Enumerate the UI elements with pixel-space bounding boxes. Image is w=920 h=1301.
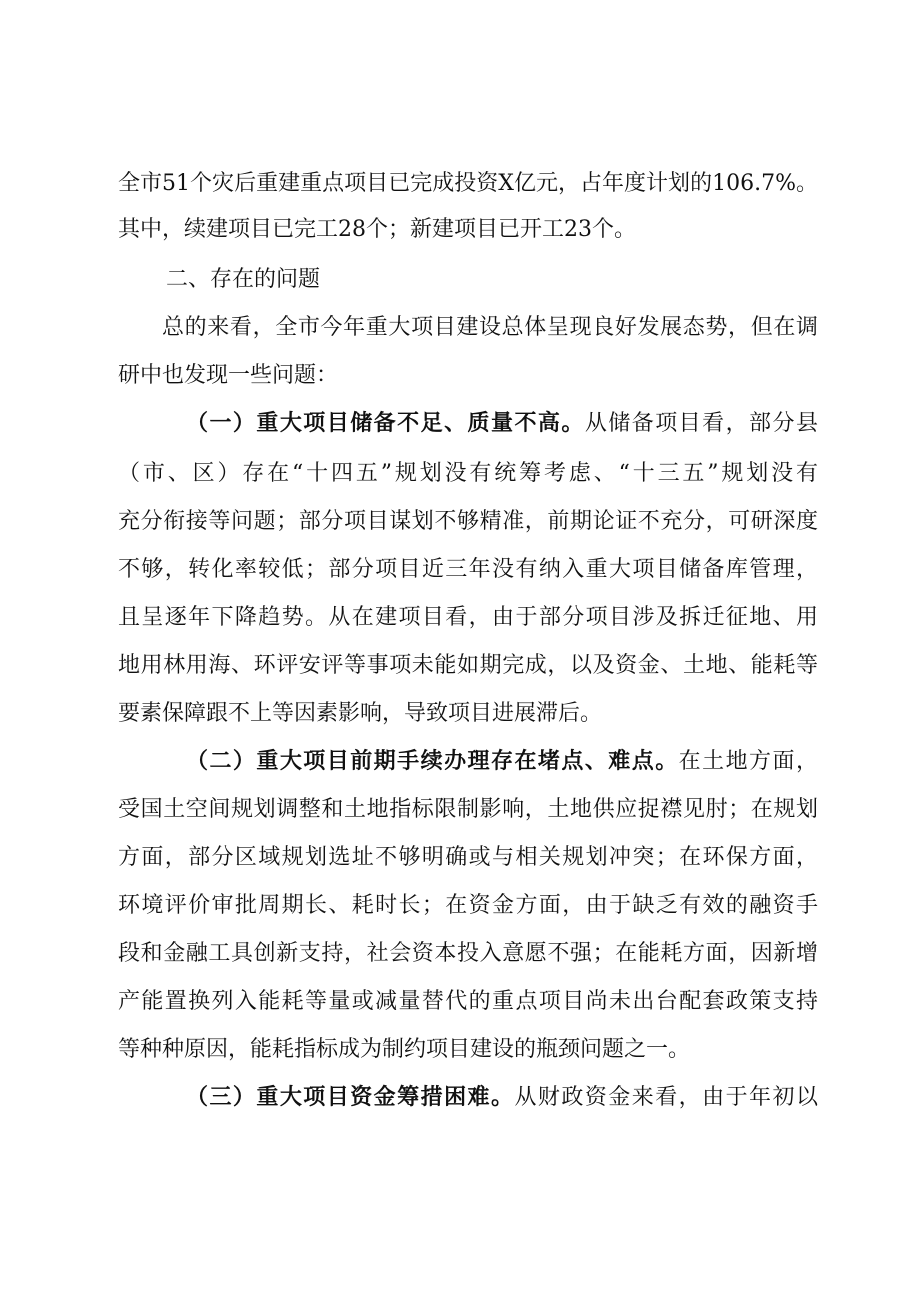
paragraph-2-line: 方面，部分区域规划选址不够明确或与相关规划冲突；在环保方面，: [118, 845, 818, 870]
paragraph-1-first-line: [186, 406, 818, 442]
body-line: 全市51个灾后重建重点项目已完成投资X亿元，占年度计划的106.7%。: [118, 171, 818, 196]
paragraph-3-heading: （三）重大项目资金筹措困难。: [186, 1085, 515, 1110]
paragraph-2-heading: （二）重大项目前期手续办理存在堵点、难点。: [186, 749, 679, 774]
paragraph-2-line: 段和金融工具创新支持，社会资本投入意愿不强；在能耗方面，因新增: [118, 941, 818, 966]
paragraph-2-first-line: [186, 744, 818, 780]
paragraph-1-line: 且呈逐年下降趋势。从在建项目看，由于部分项目涉及拆迁征地、用: [118, 605, 818, 630]
intro-line: 总的来看，全市今年重大项目建设总体呈现良好发展态势，但在调: [162, 315, 818, 340]
body-line: 其中，续建项目已完工28个；新建项目已开工23个。: [118, 217, 636, 242]
paragraph-1-line: 充分衔接等问题；部分项目谋划不够精准，前期论证不充分，可研深度: [118, 509, 818, 534]
paragraph-2-line: 产能置换列入能耗等量或减量替代的重点项目尚未出台配套政策支持: [118, 989, 818, 1014]
paragraph-1-line: 要素保障跟不上等因素影响，导致项目进展滞后。: [118, 701, 603, 726]
intro-line: 研中也发现一些问题：: [118, 363, 339, 388]
paragraph-2-line: 环境评价审批周期长、耗时长；在资金方面，由于缺乏有效的融资手: [118, 893, 818, 918]
paragraph-3-first-line: [186, 1080, 818, 1116]
paragraph-2-first-rest: 在土地方面，: [678, 749, 818, 774]
paragraph-3-first-rest: 从财政资金来看，由于年初以: [514, 1085, 818, 1110]
paragraph-2-line: 受国土空间规划调整和土地指标限制影响，土地供应捉襟见肘；在规划: [118, 797, 818, 822]
paragraph-1-line: 地用林用海、环评安评等事项未能如期完成，以及资金、土地、能耗等: [118, 653, 818, 678]
paragraph-1-heading: （一）重大项目储备不足、质量不高。: [186, 411, 585, 436]
paragraph-2-line: 等种种原因，能耗指标成为制约项目建设的瓶颈问题之一。: [118, 1037, 691, 1062]
paragraph-1-first-rest: 从储备项目看，部分县: [584, 411, 818, 436]
section-heading: 二、存在的问题: [166, 267, 321, 292]
paragraph-1-line: （市、区）存在“十四五”规划没有统筹考虑、“十三五”规划没有: [118, 461, 818, 486]
paragraph-1-line: 不够，转化率较低；部分项目近三年没有纳入重大项目储备库管理，: [118, 557, 818, 582]
